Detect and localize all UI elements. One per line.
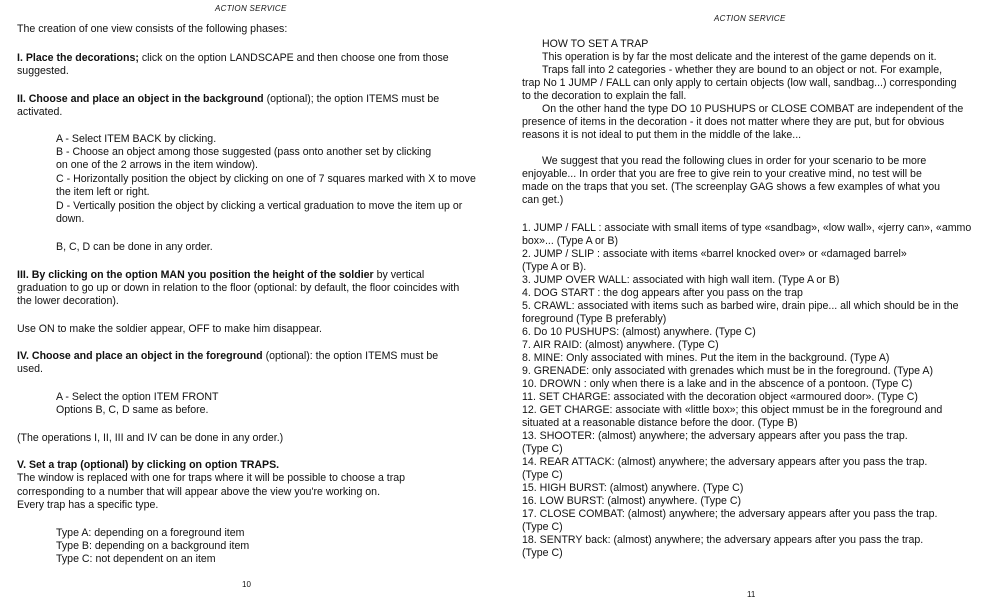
text-line bbox=[522, 248, 907, 261]
page-header: ACTION SERVICE bbox=[215, 4, 287, 13]
text-line bbox=[522, 116, 944, 129]
line-text: B, C, D can be done in any order. bbox=[56, 241, 213, 253]
text-line bbox=[522, 417, 798, 430]
text-line bbox=[522, 430, 908, 443]
line-text: 13. SHOOTER: (almost) anywhere; the adversary appears after you pass the trap. bbox=[522, 430, 908, 442]
text-line bbox=[522, 168, 922, 181]
text-line bbox=[522, 300, 959, 313]
text-line bbox=[522, 287, 803, 300]
text-line bbox=[522, 194, 563, 207]
text-line bbox=[56, 173, 476, 186]
line-text: can get.) bbox=[522, 194, 564, 206]
line-text: 8. MINE: Only associated with mines. Put the item in the background. (Type A) bbox=[522, 352, 890, 364]
bold-heading-text: V. Set a trap (optional) by clicking on option TRAPS. bbox=[17, 459, 280, 471]
page-number: 10 bbox=[242, 580, 251, 589]
text-line bbox=[17, 269, 424, 282]
text-line bbox=[522, 443, 563, 456]
text-line bbox=[56, 391, 219, 404]
line-text: Every trap has a specific type. bbox=[17, 499, 159, 511]
text-line bbox=[522, 365, 933, 378]
page-number: 11 bbox=[747, 590, 756, 599]
text-line bbox=[17, 323, 322, 336]
text-line bbox=[522, 235, 618, 248]
text-line bbox=[17, 459, 279, 472]
text-line bbox=[522, 482, 743, 495]
line-text: 3. JUMP OVER WALL: associated with high wall item. (Type A or B) bbox=[522, 274, 840, 286]
text-line bbox=[56, 404, 209, 417]
text-line bbox=[17, 23, 287, 36]
page-header: ACTION SERVICE bbox=[714, 14, 786, 23]
text-line bbox=[522, 313, 666, 326]
line-text: the lower decoration). bbox=[17, 295, 119, 307]
line-text: 1. JUMP / FALL : associate with small items of type «sandbag», «low wall», «jerry can», «ammo bbox=[522, 222, 972, 234]
line-text: box»... (Type A or B) bbox=[522, 235, 618, 247]
line-text: On the other hand the type DO 10 PUSHUPS or CLOSE COMBAT are independent of the bbox=[542, 103, 964, 115]
text-line bbox=[522, 495, 741, 508]
text-line bbox=[17, 472, 405, 485]
line-text: 17. CLOSE COMBAT: (almost) anywhere; the adversary appears after you pass the trap. bbox=[522, 508, 938, 520]
line-text: corresponding to a number that will appear above the view you're working on. bbox=[17, 486, 381, 498]
text-line bbox=[542, 51, 937, 64]
bold-heading-text: IV. Choose and place an object in the foreground bbox=[17, 350, 263, 362]
line-text: 15. HIGH BURST: (almost) anywhere. (Type C) bbox=[522, 482, 744, 494]
line-text: A - Select ITEM BACK by clicking. bbox=[56, 133, 217, 145]
text-line bbox=[522, 339, 719, 352]
line-text: 2. JUMP / SLIP : associate with items «barrel knocked over» or «damaged barrel» bbox=[522, 248, 907, 260]
line-text: activated. bbox=[17, 106, 63, 118]
line-text: 7. AIR RAID: (almost) anywhere. (Type C) bbox=[522, 339, 719, 351]
bold-heading-text: I. Place the decorations; bbox=[17, 52, 139, 64]
text-line bbox=[17, 499, 158, 512]
text-line bbox=[56, 241, 213, 254]
bold-heading-text: II. Choose and place an object in the background bbox=[17, 93, 264, 105]
line-text: (optional); the option ITEMS must be bbox=[263, 93, 440, 105]
line-text: A - Select the option ITEM FRONT bbox=[56, 391, 219, 403]
line-text: 9. GRENADE: only associated with grenades which must be in the foreground. (Type A) bbox=[522, 365, 934, 377]
text-line bbox=[522, 90, 686, 103]
line-text: situated at a reasonable distance before the door. (Type B) bbox=[522, 417, 798, 429]
text-line bbox=[522, 77, 957, 90]
text-line bbox=[522, 129, 801, 142]
line-text: C - Horizontally position the object by clicking on one of 7 squares marked with X to move bbox=[56, 173, 476, 185]
text-line bbox=[522, 547, 563, 560]
text-line bbox=[17, 52, 449, 65]
line-text: (optional): the option ITEMS must be bbox=[262, 350, 439, 362]
text-line bbox=[17, 363, 43, 376]
line-text: We suggest that you read the following clues in order for your scenario to be more bbox=[542, 155, 927, 167]
text-line bbox=[522, 261, 586, 274]
text-line bbox=[522, 378, 912, 391]
line-text: Options B, C, D same as before. bbox=[56, 404, 209, 416]
line-text: click on the option LANDSCAPE and then choose one from those bbox=[138, 52, 449, 64]
line-text: Type A: depending on a foreground item bbox=[56, 527, 245, 539]
text-line bbox=[522, 534, 923, 547]
line-text: Use ON to make the soldier appear, OFF to make him disappear. bbox=[17, 323, 323, 335]
text-line bbox=[522, 521, 563, 534]
line-text: The creation of one view consists of the following phases: bbox=[17, 23, 288, 35]
line-text: 5. CRAWL: associated with items such as barbed wire, drain pipe... all which should be in the bbox=[522, 300, 959, 312]
text-line bbox=[522, 469, 563, 482]
line-text: suggested. bbox=[17, 65, 69, 77]
line-text: down. bbox=[56, 213, 85, 225]
text-line bbox=[56, 200, 462, 213]
line-text: foreground (Type B preferably) bbox=[522, 313, 667, 325]
text-line bbox=[56, 133, 216, 146]
line-text: 18. SENTRY back: (almost) anywhere; the adversary appears after you pass the trap. bbox=[522, 534, 924, 546]
bold-heading-text: III. By clicking on the option MAN you position the height of the soldier bbox=[17, 269, 374, 281]
text-line bbox=[522, 404, 942, 417]
line-text: by vertical bbox=[373, 269, 425, 281]
text-line bbox=[56, 213, 84, 226]
line-text: 12. GET CHARGE: associate with «little box»; this object mmust be in the foreground and bbox=[522, 404, 943, 416]
text-line bbox=[542, 155, 926, 168]
line-text: 10. DROWN : only when there is a lake and in the abscence of a pontoon. (Type C) bbox=[522, 378, 913, 390]
line-text: (Type C) bbox=[522, 521, 563, 533]
text-line bbox=[56, 159, 258, 172]
line-text: presence of items in the decoration - it does not matter where they are put, but for obvious bbox=[522, 116, 945, 128]
text-line bbox=[17, 350, 438, 363]
line-text: B - Choose an object among those suggested (pass onto another set by clicking bbox=[56, 146, 432, 158]
text-line bbox=[56, 146, 431, 159]
text-line bbox=[522, 274, 839, 287]
line-text: on one of the 2 arrows in the item window). bbox=[56, 159, 258, 171]
line-text: (Type A or B). bbox=[522, 261, 587, 273]
line-text: used. bbox=[17, 363, 43, 375]
text-line bbox=[17, 295, 119, 308]
line-text: (Type C) bbox=[522, 547, 563, 559]
text-line bbox=[17, 65, 69, 78]
text-line bbox=[56, 186, 150, 199]
text-line bbox=[17, 106, 62, 119]
line-text: reasons it is not ideal to put them in the middle of the lake... bbox=[522, 129, 802, 141]
line-text: Type B: depending on a background item bbox=[56, 540, 250, 552]
line-text: graduation to go up or down in relation to the floor (optional: by default, the floor coincides with bbox=[17, 282, 460, 294]
line-text: made on the traps that you set. (The screenplay GAG shows a few examples of what you bbox=[522, 181, 941, 193]
line-text: to the decoration to explain the fall. bbox=[522, 90, 687, 102]
text-line bbox=[542, 38, 648, 51]
text-line bbox=[56, 553, 216, 566]
text-line bbox=[522, 352, 889, 365]
text-line bbox=[17, 93, 439, 106]
text-line bbox=[522, 456, 927, 469]
line-text: 4. DOG START : the dog appears after you pass on the trap bbox=[522, 287, 803, 299]
line-text: 6. Do 10 PUSHUPS: (almost) anywhere. (Type C) bbox=[522, 326, 756, 338]
line-text: enjoyable... In order that you are free to give rein to your creative mind, no test will be bbox=[522, 168, 922, 180]
text-line bbox=[522, 391, 918, 404]
text-line bbox=[56, 527, 244, 540]
line-text: Traps fall into 2 categories - whether they are bound to an object or not. For example, bbox=[542, 64, 943, 76]
text-line bbox=[522, 326, 756, 339]
text-line bbox=[17, 282, 459, 295]
line-text: the item left or right. bbox=[56, 186, 150, 198]
line-text: 11. SET CHARGE: associated with the decoration object «armoured door». (Type C) bbox=[522, 391, 918, 403]
line-text: 16. LOW BURST: (almost) anywhere. (Type C) bbox=[522, 495, 741, 507]
text-line bbox=[542, 103, 963, 116]
line-text: (The operations I, II, III and IV can be done in any order.) bbox=[17, 432, 284, 444]
line-text: HOW TO SET A TRAP bbox=[542, 38, 649, 50]
line-text: Type C: not dependent on an item bbox=[56, 553, 216, 565]
line-text: 14. REAR ATTACK: (almost) anywhere; the adversary appears after you pass the trap. bbox=[522, 456, 928, 468]
line-text: D - Vertically position the object by clicking a vertical graduation to move the item up or bbox=[56, 200, 463, 212]
text-line bbox=[17, 432, 283, 445]
text-line bbox=[56, 540, 249, 553]
line-text: The window is replaced with one for traps where it will be possible to choose a trap bbox=[17, 472, 406, 484]
text-line bbox=[542, 64, 942, 77]
line-text: (Type C) bbox=[522, 469, 563, 481]
line-text: This operation is by far the most delicate and the interest of the game depends on it. bbox=[542, 51, 937, 63]
text-line bbox=[522, 222, 971, 235]
text-line bbox=[522, 181, 940, 194]
line-text: trap No 1 JUMP / FALL can only apply to certain objects (low wall, sandbag...) corresponding bbox=[522, 77, 957, 89]
text-line bbox=[522, 508, 938, 521]
text-line bbox=[17, 486, 380, 499]
right-page bbox=[505, 0, 1000, 613]
line-text: (Type C) bbox=[522, 443, 563, 455]
